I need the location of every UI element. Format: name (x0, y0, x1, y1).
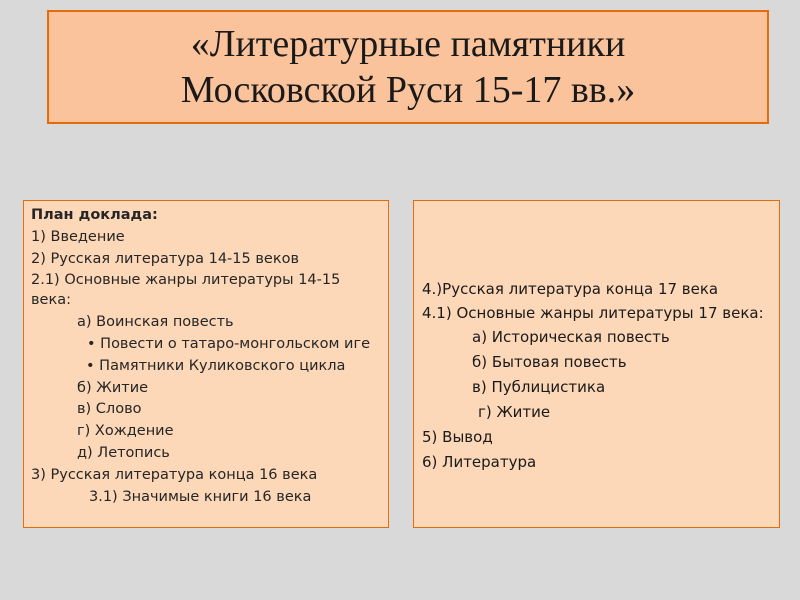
list-item: 2) Русская литература 14-15 веков (31, 250, 299, 267)
list-item: б) Житие (77, 379, 149, 396)
list-item: 4.)Русская литература конца 17 века (422, 280, 719, 298)
list-item: • Повести о татаро-монгольском иге (87, 335, 371, 352)
list-item: в) Слово (77, 401, 142, 418)
slide-title (47, 10, 769, 124)
slide-title-line-2: Московской Руси 15-17 вв.» (180, 69, 636, 111)
list-item: 4.1) Основные жанры литературы 17 века: (422, 304, 764, 322)
list-item: 5) Вывод (422, 428, 493, 446)
list-item: 1) Введение (31, 228, 125, 245)
right-content-panel (413, 200, 780, 528)
plan-heading: План доклада: (31, 207, 158, 223)
list-item: 6) Литература (422, 453, 537, 471)
list-item: д) Летопись (77, 444, 170, 461)
list-item: 3) Русская литература конца 16 века (31, 466, 318, 483)
list-item: а) Воинская повесть (77, 314, 234, 331)
list-item: г) Хождение (77, 423, 174, 440)
list-item: в) Публицистика (472, 378, 606, 396)
left-content-panel (23, 200, 389, 528)
list-item: г) Житие (478, 403, 551, 421)
list-item: 3.1) Значимые книги 16 века (89, 488, 312, 505)
slide-title-line-1: «Литературные памятники (190, 23, 626, 65)
list-item: 2.1) Основные жанры литературы 14-15 века: (31, 272, 341, 309)
list-item: • Памятники Куликовского цикла (86, 357, 346, 374)
list-item: а) Историческая повесть (472, 328, 670, 346)
list-item: б) Бытовая повесть (472, 353, 627, 371)
